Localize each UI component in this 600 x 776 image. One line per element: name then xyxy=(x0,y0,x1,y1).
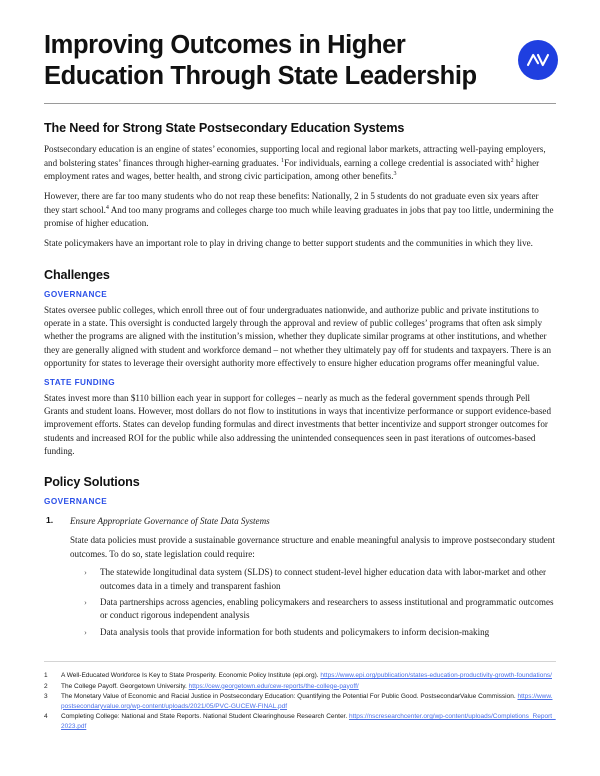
list-item: › Data analysis tools that provide information for both students and policymakers to inform decision-making xyxy=(84,626,490,637)
footnote-marker[interactable]: 3 xyxy=(393,170,397,177)
body-paragraph: States oversee public colleges, which enroll three out of four undergraduates nationwide, and authorize public and private institutions to operate in a state. This oversight is conducted largely through the approval and review of public colleges’ programs that often ask simply whether the programs are aligned with the institution’s mission, whether they duplicate similar programs at other institutions, and whether they are generally aligned with student and workforce demand – not whether they ultimately pay off for students and taxpayers. There is an opportunity for states to leverage their oversight authority more effectively to ensure higher education programs offer meaningful value. xyxy=(44,304,551,369)
list-item: › The statewide longitudinal data system (SLDS) to connect student-level higher education data with labor-market and other outcomes data in a timely and transparent fashion xyxy=(84,567,547,591)
kicker-state-funding: STATE FUNDING xyxy=(44,377,116,387)
policy-solution-item xyxy=(44,515,556,639)
footnote-number: 3 xyxy=(44,693,48,701)
chevron-right-icon: › xyxy=(84,626,87,637)
footnotes-list xyxy=(44,671,556,732)
chevron-right-icon: › xyxy=(84,567,87,578)
document-header xyxy=(44,0,556,91)
footnote-item: 2 The College Payoff. Georgetown University. https://cew.georgetown.edu/cew-reports/the-college-payoff/ xyxy=(44,682,359,690)
section-heading-policy-solutions: Policy Solutions xyxy=(44,475,140,490)
footnote-number: 2 xyxy=(44,682,48,690)
need-paragraphs xyxy=(44,143,556,251)
footnote-link[interactable]: https://www.epi.org/publication/states-education-productivity-growth-foundations/ xyxy=(320,672,552,679)
footnote-link[interactable]: https://nscresearchcenter.org/wp-content/uploads/Completions_Report_2023.pdf xyxy=(61,713,556,731)
section-heading-challenges: Challenges xyxy=(44,267,110,282)
footnote-number: 1 xyxy=(44,672,48,679)
list-number: 1. xyxy=(46,515,54,526)
policy-item-title: Ensure Appropriate Governance of State Data Systems xyxy=(70,516,270,527)
footnote-link[interactable]: https://cew.georgetown.edu/cew-reports/the-college-payoff/ xyxy=(188,682,359,690)
kicker-governance: GOVERNANCE xyxy=(44,289,108,299)
body-paragraph: State policymakers have an important role to play in driving change to better support students and the communities in which they live. xyxy=(44,238,533,249)
footnote-item: 1 A Well-Educated Workforce Is Key to State Prosperity. Economic Policy Institute (epi.org). https://www.epi.org/publication/states-education-productivity-growth-foundations/ xyxy=(44,672,552,679)
footnote-item: 3 The Monetary Value of Economic and Racial Justice in Postsecondary Education: Quantifying the Potential For Public Good. PostsecondarValue Commission. https://www.postsecondaryvalue.org/wp-content/uploads/2021/05/PVC-GUCEW-FINAL.pdf xyxy=(44,693,553,710)
footnotes-divider xyxy=(44,661,556,662)
footnote-number: 4 xyxy=(44,713,48,721)
policy-solutions-list xyxy=(44,515,556,639)
body-paragraph: However, there are far too many students who do not reap these benefits: Nationally, 2 in 5 students do not graduate even six years after they start school.$^4$ And too many programs and colleges charge too much while leaving graduates in jobs that pay too little, undermining the promise of higher education. xyxy=(44,191,554,228)
list-item: › Data partnerships across agencies, enabling policymakers and researchers to assess institutional and programmatic outcomes or conduct rigorous independent analysis xyxy=(84,596,554,621)
footnote-marker[interactable]: 2 xyxy=(510,157,514,164)
footnote-marker[interactable]: 1 xyxy=(281,157,285,164)
page-title: Improving Outcomes in Higher Education Through State Leadership xyxy=(44,31,477,90)
footnotes-section xyxy=(44,661,556,733)
footnote-link[interactable]: https://www.postsecondaryvalue.org/wp-content/uploads/2021/05/PVC-GUCEW-FINAL.pdf xyxy=(61,693,553,710)
chevron-right-icon: › xyxy=(84,596,87,607)
challenges-blocks xyxy=(44,290,556,459)
footnote-item: 4 Completing College: National and State Reports. National Student Clearinghouse Research Center. https://nscresearchcenter.org/wp-content/uploads/Completions_Report_2023.pdf xyxy=(44,713,556,731)
policy-item-body: State data policies must provide a sustainable governance structure and enable meaningful analysis to improve postsecondary student outcomes. To do so, state legislation could require: xyxy=(70,535,555,559)
av-logo-icon xyxy=(518,40,558,80)
body-paragraph: States invest more than $110 billion each year in support for colleges – nearly as much as the federal government spends through Pell Grants and student loans. However, most dollars do not flow to institutions in ways that incentivize performance or support evidence-based improvement efforts. States can develop funding formulas and direct investments that better incentivize and support stronger outcomes for students and increased ROI for the public while also addressing the unintended consequences seen in past iterations of outcomes-based funding. xyxy=(44,392,551,456)
kicker-policy-governance: GOVERNANCE xyxy=(44,497,108,507)
footnote-marker[interactable]: 4 xyxy=(105,204,109,211)
section-heading-need: The Need for Strong State Postsecondary Education Systems xyxy=(44,121,405,136)
document-body xyxy=(44,104,556,639)
body-paragraph: Postsecondary education is an engine of states’ economies, supporting local and regional labor markets, attracting well-paying employers, and bolstering states’ finances through higher-earning graduates. $^1$For individuals, earning a college credential is associated with$^2$ higher employment rates and wages, better health, and strong civic participation, among other benefits.$^3$ xyxy=(44,144,546,181)
policy-item-bullets xyxy=(70,566,556,639)
